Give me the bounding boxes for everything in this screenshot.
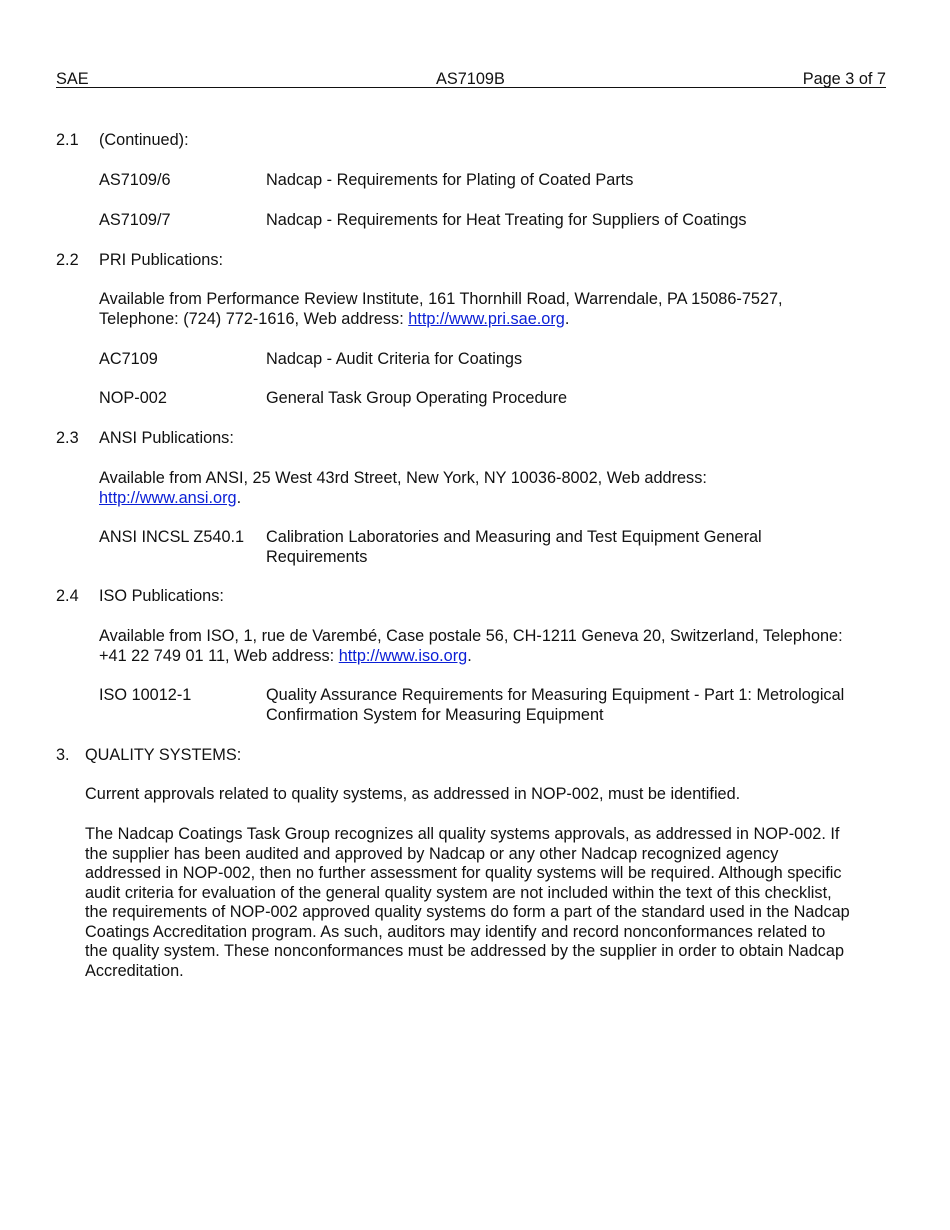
pri-web-link[interactable]: http://www.pri.sae.org xyxy=(408,310,565,328)
ref-description: Quality Assurance Requirements for Measuring Equipment - Part 1: Metrological xyxy=(266,686,845,704)
pri-period: . xyxy=(564,310,570,328)
pri-contact-line xyxy=(99,309,569,329)
ref-code: AS7109/6 xyxy=(99,171,171,189)
iso-period: . xyxy=(467,647,472,665)
header-page-number: Page 3 of 7 xyxy=(802,70,886,88)
header-left: SAE xyxy=(56,70,89,88)
section-3-number: 3. xyxy=(56,746,70,764)
pri-contact-text: Telephone: (724) 772-1616, Web address: xyxy=(99,310,409,328)
iso-availability-line: Available from ISO, 1, rue de Varembé, Case postale 56, CH-1211 Geneva 20, Switzerland, Telephone: xyxy=(99,627,843,645)
quality-paragraph-2-line: Coatings Accreditation program. As such, auditors may identify and record nonconformances related to xyxy=(85,923,826,941)
ref-code: NOP-002 xyxy=(99,389,167,407)
header-rule xyxy=(56,87,886,88)
section-2-1-number: 2.1 xyxy=(56,131,79,149)
section-2-2-number: 2.2 xyxy=(56,251,79,269)
ref-code: AS7109/7 xyxy=(99,211,171,229)
iso-web-link[interactable]: http://www.iso.org xyxy=(338,647,468,665)
quality-paragraph-1: Current approvals related to quality systems, as addressed in NOP-002, must be identified. xyxy=(85,785,741,803)
quality-paragraph-2-line: Accreditation. xyxy=(85,962,184,980)
header-doc-id: AS7109B xyxy=(436,70,505,88)
ref-description: Nadcap - Audit Criteria for Coatings xyxy=(266,350,523,368)
quality-paragraph-2-line: the supplier has been audited and approved by Nadcap or any other Nadcap recognized agency xyxy=(85,845,779,863)
quality-paragraph-2-line: The Nadcap Coatings Task Group recognizes all quality systems approvals, as addressed in NOP-002. If xyxy=(85,825,840,843)
ansi-period: . xyxy=(236,489,242,507)
ref-description: Calibration Laboratories and Measuring and Test Equipment General xyxy=(266,528,762,546)
section-3-title: QUALITY SYSTEMS: xyxy=(85,746,242,764)
ansi-link-line xyxy=(99,488,241,508)
quality-paragraph-2-line: the quality system. These nonconformances must be addressed by the supplier in order to obtain Nadcap xyxy=(85,942,845,960)
section-2-2-title: PRI Publications: xyxy=(99,251,223,269)
ref-code: ANSI INCSL Z540.1 xyxy=(99,528,245,546)
quality-paragraph-2-line: the requirements of NOP-002 approved quality systems do form a part of the standard used in the Nadcap xyxy=(85,903,850,921)
pri-availability-line: Available from Performance Review Institute, 161 Thornhill Road, Warrendale, PA 15086-7527, xyxy=(99,290,783,308)
ref-description: General Task Group Operating Procedure xyxy=(266,389,568,407)
section-2-3-title: ANSI Publications: xyxy=(99,429,234,447)
section-2-3-number: 2.3 xyxy=(56,429,79,447)
ansi-availability-line: Available from ANSI, 25 West 43rd Street, New York, NY 10036-8002, Web address: xyxy=(99,469,707,487)
quality-paragraph-2-line: addressed in NOP-002, then no further assessment for quality systems will be required. Although specific xyxy=(85,864,842,882)
ref-description: Nadcap - Requirements for Plating of Coated Parts xyxy=(266,171,634,189)
ansi-web-link[interactable]: http://www.ansi.org xyxy=(99,489,237,507)
ref-code: AC7109 xyxy=(99,350,158,368)
ref-description-cont: Confirmation System for Measuring Equipment xyxy=(266,706,604,724)
iso-contact-text: +41 22 749 01 11, Web address: xyxy=(99,647,339,665)
section-2-1-title: (Continued): xyxy=(99,131,189,149)
section-2-4-number: 2.4 xyxy=(56,587,79,605)
iso-contact-line xyxy=(99,646,472,666)
section-2-4-title: ISO Publications: xyxy=(99,587,224,605)
quality-paragraph-2-line: audit criteria for evaluation of the general quality system are not included within the text of this checklist, xyxy=(85,884,832,902)
ref-description: Nadcap - Requirements for Heat Treating for Suppliers of Coatings xyxy=(266,211,747,229)
ref-code: ISO 10012-1 xyxy=(99,686,192,704)
ref-description-cont: Requirements xyxy=(266,548,368,566)
